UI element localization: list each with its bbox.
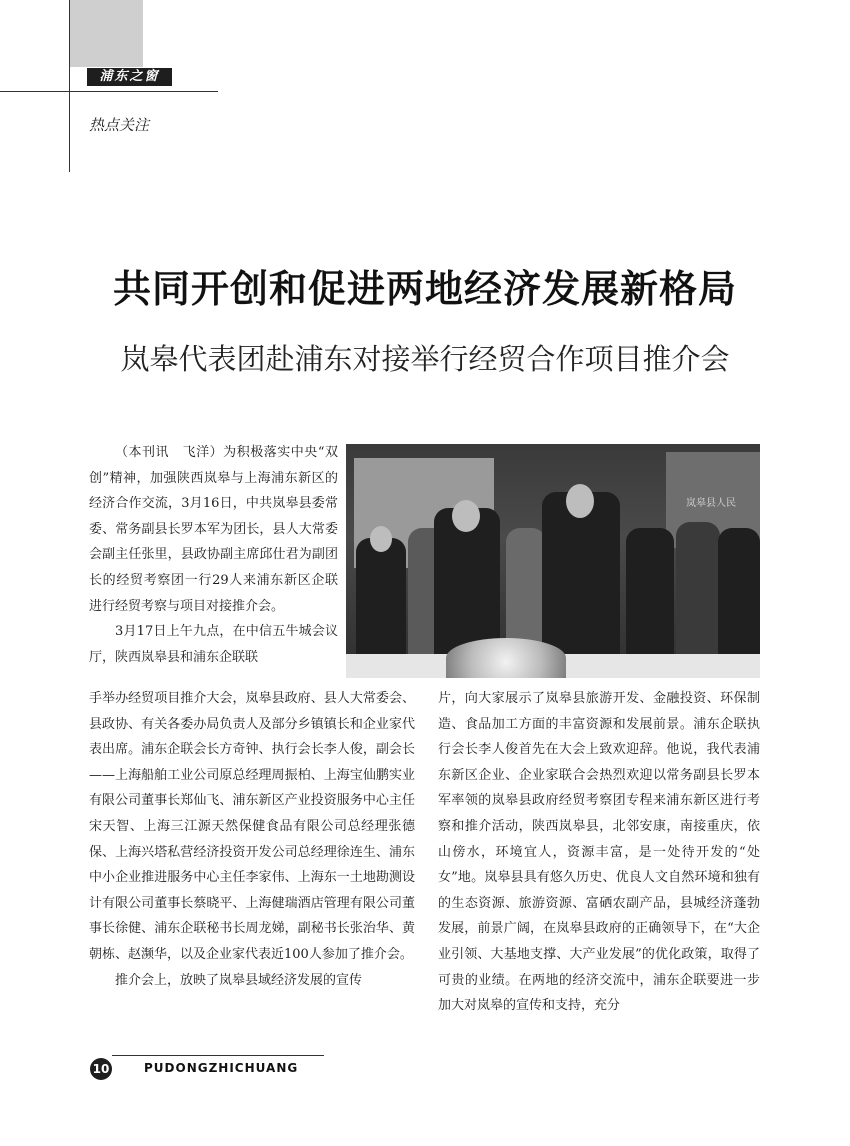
vertical-rule bbox=[69, 0, 70, 172]
article-column-left bbox=[89, 686, 415, 993]
article-byline: （本刊讯 飞洋） bbox=[115, 445, 224, 460]
article-paragraph-1 bbox=[89, 440, 338, 619]
photo-person-head bbox=[566, 484, 594, 518]
article-paragraph-2-rest: 手举办经贸项目推介大会，岚皋县政府、县人大常委会、县政协、有关各委办局负责人及部分乡镇镇长和企业家代表出席。浦东企联会长方奇钟、执行会长李人俊，副会长——上海船舶工业公司原总经理周振柏、上海宝仙鹏实业有限公司董事长郑仙飞、浦东新区产业投资服务中心主任宋天智、上海三江源天然保健食品有限公司总经理张德保、上海兴塔私营经济投资开发公司总经理徐连生、浦东中小企业推进服务中心主任李家伟、上海东一土地勘测设计有限公司董事长蔡晓平、上海健瑞酒店管理有限公司董事长徐健、浦东企联秘书长周龙娣，副秘书长张治华、黄朝栋、赵濒华，以及企业家代表近100人参加了推介会。 bbox=[89, 691, 415, 962]
article-subheadline: 岚皋代表团赴浦东对接举行经贸合作项目推介会 bbox=[120, 342, 730, 376]
footer-brand: PUDONGZHICHUANG bbox=[144, 1061, 299, 1075]
masthead-tag: 浦东之窗 bbox=[87, 68, 172, 86]
page-number: 10 bbox=[90, 1058, 112, 1080]
article-column-left-top bbox=[89, 440, 338, 670]
article-headline: 共同开创和促进两地经济发展新格局 bbox=[112, 267, 737, 311]
article-paragraph-2-start: 3月17日上午九点，在中信五牛城会议厅，陕西岚皋县和浦东企联联 bbox=[89, 624, 338, 665]
photo-person-head bbox=[370, 526, 392, 552]
horizontal-rule bbox=[0, 91, 218, 92]
article-paragraph-3-continued: 片，向大家展示了岚皋县旅游开发、金融投资、环保制造、食品加工方面的丰富资源和发展前景。浦东企联执行会长李人俊首先在大会上致欢迎辞。他说，我代表浦东新区企业、企业家联合会热烈欢迎以常务副县长罗本军率领的岚皋县政府经贸考察团专程来浦东新区进行考察和推介活动，陕西岚皋县，北邻安康，南接重庆，依山傍水，环境宜人，资源丰富，是一处待开发的“处女”地。岚皋县具有悠久历史、优良人文自然环境和独有的生态资源、旅游资源、富硒农副产品，县城经济蓬勃发展，前景广阔，在岚皋县政府的正确领导下，在“大企业引领、大基地支撑、大产业发展”的优化政策，取得了可贵的业绩。在两地的经济交流中，浦东企联要进一步加大对岚皋的宣传和支持，充分 bbox=[438, 691, 760, 1014]
corner-block bbox=[70, 0, 143, 67]
footer-rule bbox=[112, 1055, 324, 1056]
photo-flowers bbox=[446, 638, 566, 678]
photo-person-head bbox=[452, 500, 480, 532]
article-paragraph-3-start: 推介会上，放映了岚皋县域经济发展的宣传 bbox=[115, 972, 363, 988]
photo-screen-text: 岚皋县人民 bbox=[686, 498, 736, 509]
article-column-right bbox=[438, 686, 760, 1019]
section-label: 热点关注 bbox=[89, 116, 150, 134]
paragraph-1-text: 为积极落实中央“双创”精神，加强陕西岚皋与上海浦东新区的经济合作交流，3月16日，中共岚皋县委常委、常务副县长罗本军为团长，县人大常委会副主任张里，县政协副主席邱仕君为副团长的经贸考察团一行29人来浦东新区企联进行经贸考察与项目对接推介会。 bbox=[89, 445, 338, 614]
article-photo bbox=[346, 444, 760, 678]
